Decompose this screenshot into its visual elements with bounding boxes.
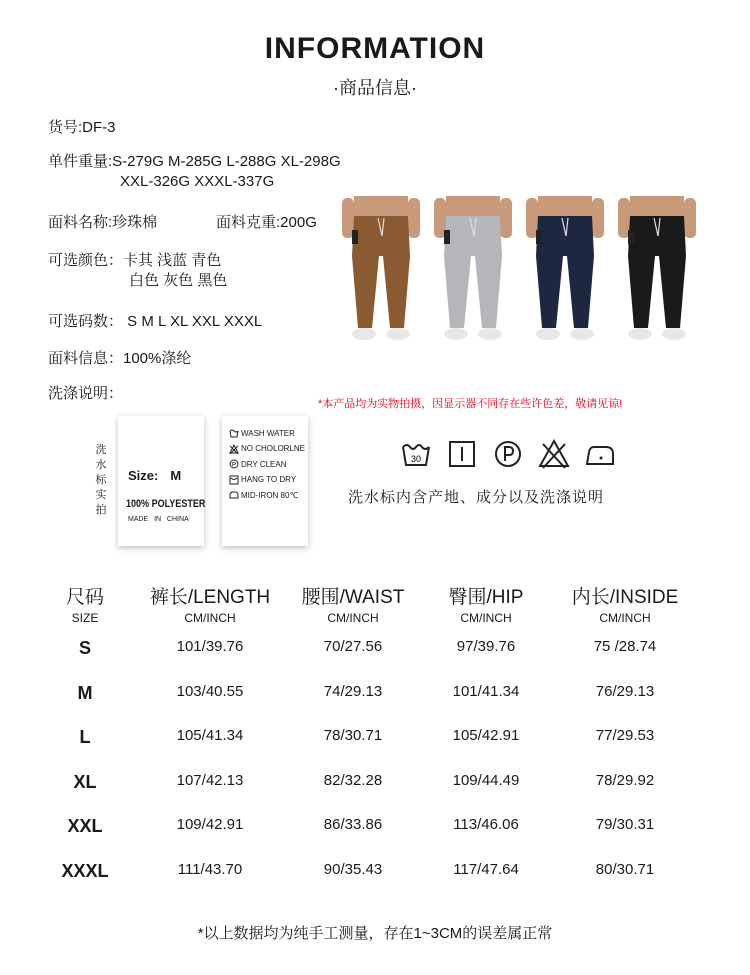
size-chart-cell: 76/29.13 xyxy=(595,682,655,700)
page-title: INFORMATION xyxy=(264,32,486,65)
wash-temp: 30 xyxy=(410,454,422,464)
size-chart-cell: 109/42.91 xyxy=(176,816,244,833)
wash-instructions-label: 洗涤说明： xyxy=(48,385,124,402)
measurement-footnote: *以上数据均为纯手工测量，存在1~3CM的误差属正常 xyxy=(197,925,553,942)
weight-line-2: XXL-326G XXXL-337G xyxy=(120,173,275,190)
care-label-row xyxy=(229,428,295,438)
size-options: 可选码数： S M L XL XXL XXXL xyxy=(48,313,263,330)
size-chart-cell: 101/41.34 xyxy=(452,682,520,700)
care-label-row xyxy=(229,444,305,454)
product-photos xyxy=(338,196,700,346)
fabric-info xyxy=(48,213,317,233)
size-chart-cell: 74/29.13 xyxy=(323,682,383,700)
size-label-value: M xyxy=(170,468,182,483)
size-label-text: Size: xyxy=(128,468,159,483)
size-chart-cell: 113/46.06 xyxy=(453,816,519,833)
made-text: MADE xyxy=(128,516,149,523)
made-in-label xyxy=(128,516,189,523)
size-chart-cell: 70/27.56 xyxy=(323,638,383,655)
size-label-card xyxy=(118,416,204,546)
care-row-text: NO CHOLORLNE xyxy=(241,444,306,453)
header-sub: CM/INCH xyxy=(599,611,651,625)
svg-text:P: P xyxy=(231,462,237,469)
size-chart-cell: 86/33.86 xyxy=(323,816,383,833)
product-photo xyxy=(430,196,516,346)
care-symbols xyxy=(400,438,616,470)
size-chart-cell: 80/30.71 xyxy=(595,860,655,878)
size-chart-size-cell: L xyxy=(79,727,91,747)
wash-30-icon xyxy=(400,438,432,470)
product-photo xyxy=(338,196,424,346)
size-chart-cell: 103/40.55 xyxy=(176,682,244,700)
header-sub: CM/INCH xyxy=(460,611,512,625)
size-chart-header xyxy=(135,582,285,625)
colors-line-1: 可选颜色：卡其 浅蓝 青色 xyxy=(48,252,222,269)
size-chart-header xyxy=(550,582,700,625)
dry-clean-icon xyxy=(492,438,524,470)
no-bleach-icon xyxy=(538,438,570,470)
header-sub: CM/INCH xyxy=(184,611,236,625)
size-chart-cell: 111/43.70 xyxy=(177,860,243,878)
care-row-icon xyxy=(229,428,239,438)
polyester-label: 100% POLYESTER xyxy=(126,498,206,510)
size-chart-cell: 82/32.28 xyxy=(323,771,383,789)
china-text: CHINA xyxy=(166,516,189,523)
size-chart-cell: 77/29.53 xyxy=(595,727,655,744)
weight-info xyxy=(48,152,341,192)
size-chart-size-cell: S xyxy=(78,638,91,658)
care-label-row xyxy=(229,490,298,500)
header-main: 臀围/HIP xyxy=(448,587,524,608)
item-number: 货号:DF-3 xyxy=(48,119,116,136)
size-chart-size-cell: XXL xyxy=(67,816,103,836)
colors-line-2: 白色 灰色 黑色 xyxy=(129,272,228,289)
size-chart-cell: 79/30.31 xyxy=(595,816,655,833)
fabric-name: 面料名称:珍珠棉 xyxy=(48,214,158,231)
page-subtitle: ·商品信息· xyxy=(333,78,417,98)
size-chart-cell: 78/30.71 xyxy=(323,727,383,744)
care-row-icon xyxy=(229,490,239,500)
tumble-dry-icon xyxy=(446,438,478,470)
size-chart-size-cell: XXXL xyxy=(61,860,109,881)
iron-icon xyxy=(584,438,616,470)
size-chart-size-cell: M xyxy=(77,682,93,703)
size-chart-header xyxy=(278,582,428,625)
header-main: 腰围/WAIST xyxy=(301,587,405,608)
care-row-text: HANG TO DRY xyxy=(241,475,297,484)
color-options xyxy=(48,251,227,291)
care-row-text: WASH WATER xyxy=(241,428,295,438)
size-chart-cell: 101/39.76 xyxy=(176,638,244,655)
size-chart-cell: 75 /28.74 xyxy=(593,638,657,655)
size-chart-cell: 78/29.92 xyxy=(595,771,655,789)
product-photo xyxy=(522,196,608,346)
care-label-description: 洗水标内含产地、成分以及洗涤说明 xyxy=(348,489,605,506)
care-row-text: MID-IRON 80℃ xyxy=(241,490,299,500)
size-chart-cell: 117/47.64 xyxy=(453,860,519,878)
care-row-icon xyxy=(229,475,239,485)
product-photo xyxy=(614,196,700,346)
fabric-weight: 面料克重:200G xyxy=(216,214,317,231)
size-chart-size-cell: XL xyxy=(73,771,97,792)
care-label-row xyxy=(229,459,287,469)
size-chart-cell: 90/35.43 xyxy=(323,860,383,878)
care-row-text: DRY CLEAN xyxy=(241,459,287,469)
care-label-card xyxy=(222,416,308,546)
size-chart-cell: 107/42.13 xyxy=(176,771,244,789)
header-sub: SIZE xyxy=(71,611,99,625)
size-chart-cell: 97/39.76 xyxy=(456,638,516,655)
color-notice: *本产品均为实物拍摄，因显示器不同存在些许色差，敬请见谅! xyxy=(318,398,623,410)
label-photo-caption: 洗 水 标 实 拍 xyxy=(95,444,107,516)
in-text: IN xyxy=(154,516,162,523)
care-row-icon xyxy=(229,444,239,454)
care-label-row xyxy=(229,475,296,485)
size-chart-cell: 109/44.49 xyxy=(452,771,520,789)
weight-line-1: 单件重量:S-279G M-285G L-288G XL-298G xyxy=(48,153,341,170)
header-main: 尺码 xyxy=(65,587,104,608)
size-label xyxy=(128,468,181,483)
header-main: 裤长/LENGTH xyxy=(149,587,271,608)
material-info: 面料信息：100%涤纶 xyxy=(48,350,192,367)
header-sub: CM/INCH xyxy=(327,611,379,625)
size-chart-cell: 105/42.91 xyxy=(452,727,520,744)
size-chart-header xyxy=(411,582,561,625)
care-row-icon xyxy=(229,459,239,469)
size-chart-cell: 105/41.34 xyxy=(176,727,244,744)
header-main: 内长/INSIDE xyxy=(571,587,679,608)
